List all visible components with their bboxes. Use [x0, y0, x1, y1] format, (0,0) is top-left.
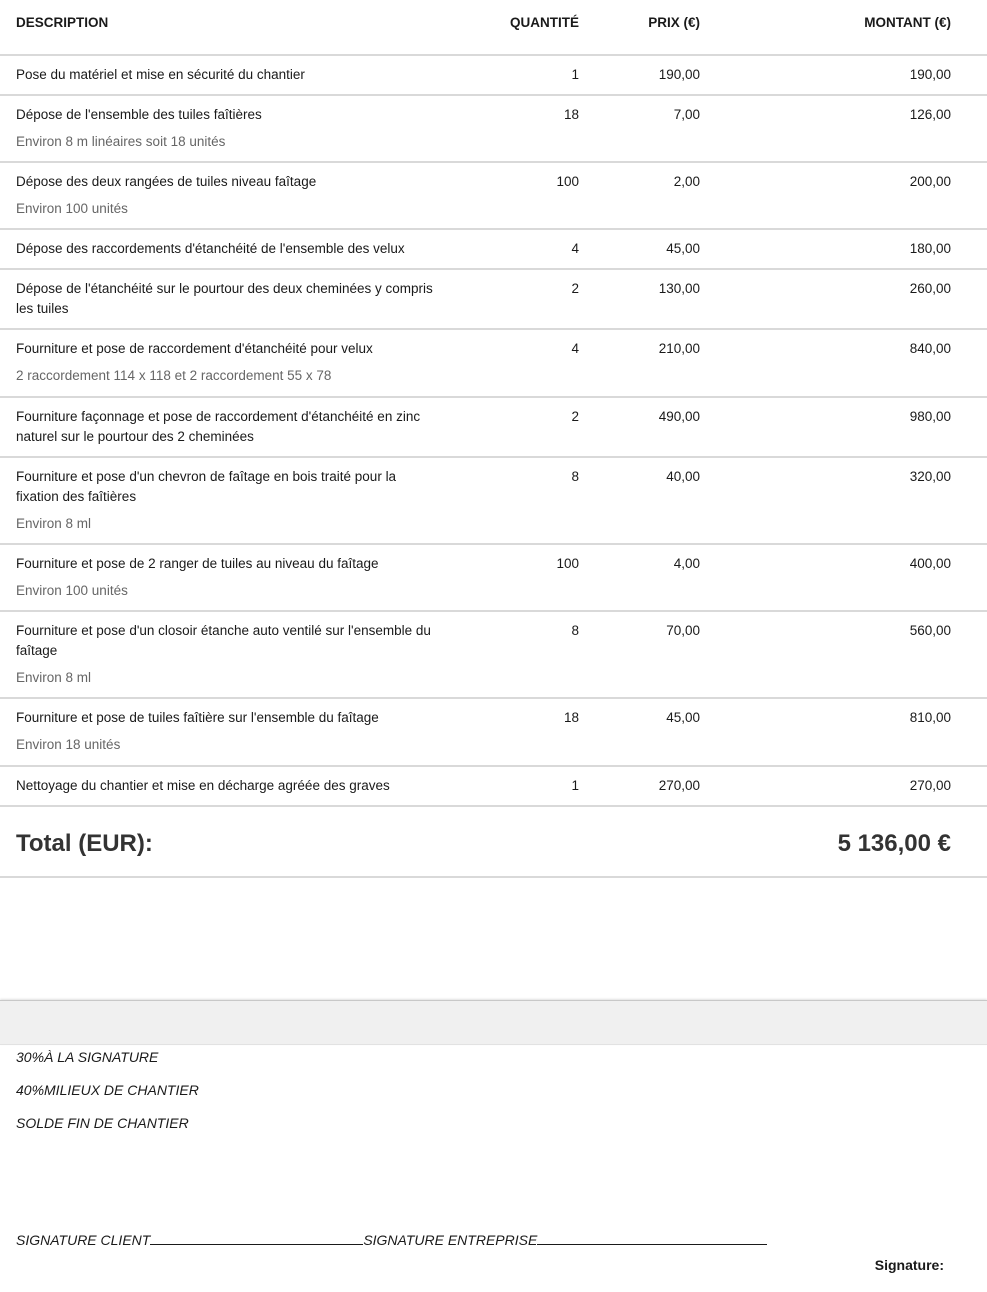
row-amount: 560,00	[909, 623, 951, 638]
signature-lines	[16, 1230, 767, 1248]
row-amount: 180,00	[909, 241, 951, 256]
table-row	[0, 163, 987, 230]
payment-term: SOLDE FIN DE CHANTIER	[16, 1115, 189, 1131]
row-price: 210,00	[658, 341, 700, 356]
row-amount: 840,00	[909, 341, 951, 356]
signature-label: Signature:	[874, 1257, 944, 1273]
row-note: Environ 18 unités	[16, 737, 121, 752]
row-note: Environ 8 m linéaires soit 18 unités	[16, 134, 226, 149]
row-quantity: 1	[571, 67, 579, 82]
row-description	[0, 96, 480, 161]
row-title: Fourniture et pose de tuiles faîtière sur l'ensemble du faîtage	[16, 710, 379, 725]
row-price: 190,00	[658, 67, 700, 82]
header-description: DESCRIPTION	[16, 15, 109, 30]
row-quantity: 18	[563, 107, 579, 122]
row-price: 70,00	[666, 623, 700, 638]
row-title: Fourniture façonnage et pose de raccordement d'étanchéité en zinc naturel sur le pourtour des 2 cheminées	[16, 409, 421, 444]
table-row	[0, 612, 987, 699]
table-row	[0, 270, 987, 330]
table-body	[0, 56, 987, 807]
row-quantity: 18	[563, 710, 579, 725]
row-title: Dépose des deux rangées de tuiles niveau faîtage	[16, 174, 317, 189]
row-amount: 260,00	[909, 281, 951, 296]
row-price: 130,00	[658, 281, 700, 296]
row-price: 2,00	[673, 174, 700, 189]
row-description	[0, 458, 480, 543]
company-signature-label: SIGNATURE ENTREPRISE	[363, 1232, 538, 1248]
row-price: 45,00	[666, 710, 700, 725]
total-label: Total (EUR):	[16, 830, 153, 857]
table-row	[0, 699, 987, 767]
row-amount: 400,00	[909, 556, 951, 571]
total-value: 5 136,00 €	[837, 830, 951, 857]
header-quantity: QUANTITÉ	[510, 15, 579, 30]
header-amount: MONTANT (€)	[864, 15, 951, 30]
row-note: Environ 100 unités	[16, 583, 128, 598]
row-description	[0, 230, 480, 268]
row-quantity: 2	[571, 281, 579, 296]
table-row	[0, 545, 987, 612]
total-row	[0, 808, 987, 878]
row-title: Fourniture et pose d'un closoir étanche auto ventilé sur l'ensemble du faîtage	[16, 623, 431, 658]
client-signature-field[interactable]	[150, 1230, 363, 1245]
row-title: Nettoyage du chantier et mise en décharge agréée des graves	[16, 778, 390, 793]
row-quantity: 4	[571, 241, 579, 256]
table-row	[0, 767, 987, 807]
row-description	[0, 330, 480, 396]
row-quantity: 4	[571, 341, 579, 356]
header-price: PRIX (€)	[648, 15, 700, 30]
row-description	[0, 699, 480, 765]
row-amount: 980,00	[909, 409, 951, 424]
row-quantity: 100	[556, 556, 579, 571]
row-description	[0, 56, 480, 94]
row-title: Dépose de l'étanchéité sur le pourtour des deux cheminées y compris les tuiles	[16, 281, 433, 316]
row-quantity: 8	[571, 623, 579, 638]
row-title: Dépose de l'ensemble des tuiles faîtières	[16, 107, 262, 122]
section-divider-band	[0, 1000, 987, 1045]
row-price: 7,00	[673, 107, 700, 122]
row-quantity: 1	[571, 778, 579, 793]
row-description	[0, 612, 480, 697]
row-note: 2 raccordement 114 x 118 et 2 raccordement 55 x 78	[16, 368, 332, 383]
row-title: Dépose des raccordements d'étanchéité de l'ensemble des velux	[16, 241, 405, 256]
row-amount: 126,00	[909, 107, 951, 122]
table-row	[0, 56, 987, 96]
row-amount: 190,00	[909, 67, 951, 82]
row-title: Fourniture et pose de 2 ranger de tuiles au niveau du faîtage	[16, 556, 379, 571]
row-note: Environ 8 ml	[16, 670, 92, 685]
row-amount: 810,00	[909, 710, 951, 725]
table-row	[0, 330, 987, 398]
row-description	[0, 398, 480, 456]
row-title: Pose du matériel et mise en sécurité du chantier	[16, 67, 305, 82]
row-quantity: 8	[571, 469, 579, 484]
row-note: Environ 100 unités	[16, 201, 128, 216]
row-title: Fourniture et pose de raccordement d'étanchéité pour velux	[16, 341, 373, 356]
row-quantity: 100	[556, 174, 579, 189]
row-price: 270,00	[658, 778, 700, 793]
table-header	[0, 0, 987, 56]
row-title: Fourniture et pose d'un chevron de faîtage en bois traité pour la fixation des faîtières	[16, 469, 397, 504]
company-signature-field[interactable]	[537, 1230, 767, 1245]
row-quantity: 2	[571, 409, 579, 424]
client-signature-label: SIGNATURE CLIENT	[16, 1232, 151, 1248]
row-price: 4,00	[673, 556, 700, 571]
payment-terms	[16, 1049, 199, 1148]
row-amount: 270,00	[909, 778, 951, 793]
row-amount: 320,00	[909, 469, 951, 484]
table-row	[0, 230, 987, 270]
row-description	[0, 767, 480, 805]
row-price: 490,00	[658, 409, 700, 424]
table-row	[0, 398, 987, 458]
row-description	[0, 545, 480, 610]
table-row	[0, 96, 987, 163]
row-price: 45,00	[666, 241, 700, 256]
row-description	[0, 163, 480, 228]
table-row	[0, 458, 987, 545]
payment-term: 40%MILIEUX DE CHANTIER	[16, 1082, 199, 1098]
payment-term: 30%À LA SIGNATURE	[16, 1049, 159, 1065]
row-price: 40,00	[666, 469, 700, 484]
row-note: Environ 8 ml	[16, 516, 92, 531]
row-description	[0, 270, 480, 328]
row-amount: 200,00	[909, 174, 951, 189]
